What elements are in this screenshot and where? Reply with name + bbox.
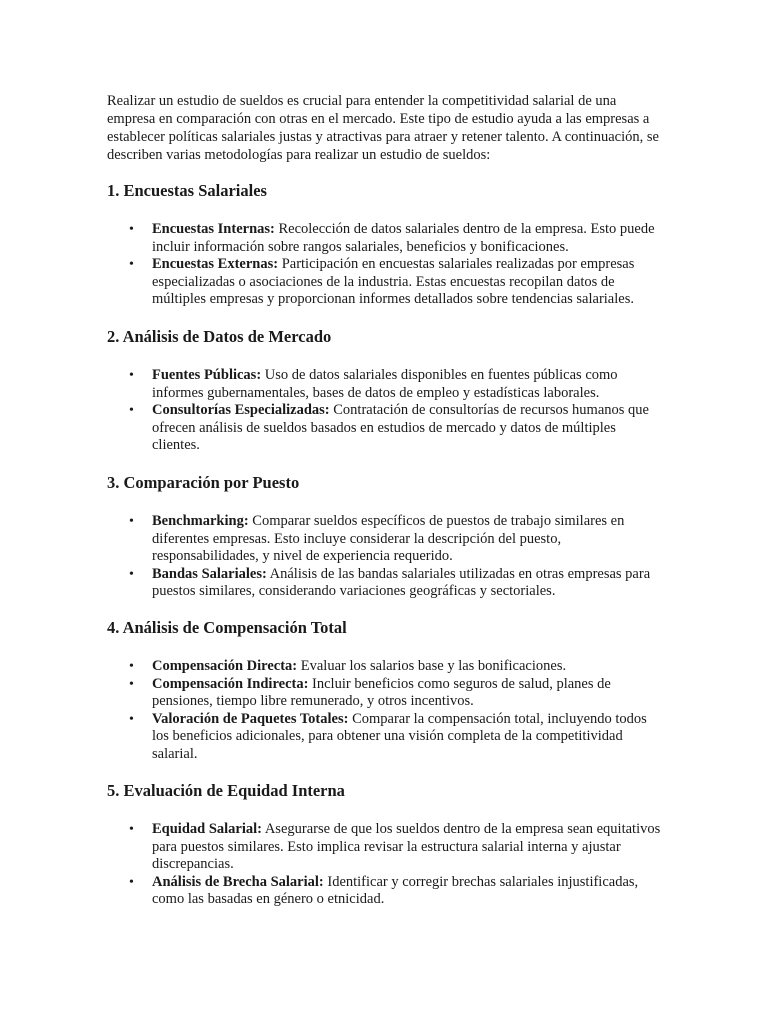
item-text: Participación en encuestas salariales realizadas por empresas especializadas o asociaciones de la industria. Estas encuestas recopilan datos de múltiples empresas y proporcionan informes detallados sobre tendencias salariales.: [152, 256, 635, 307]
bullet-list: [107, 221, 667, 309]
list-item: [107, 367, 667, 402]
item-term: Encuestas Internas:: [152, 221, 275, 237]
bullet-list: [107, 658, 667, 763]
item-term: Equidad Salarial:: [152, 821, 262, 837]
section-compensacion-total: [107, 618, 667, 763]
section-heading: 4. Análisis de Compensación Total: [107, 618, 347, 637]
item-text: Incluir beneficios como seguros de salud, planes de pensiones, tiempo libre remunerado, y otros incentivos.: [152, 675, 611, 709]
item-term: Fuentes Públicas:: [152, 367, 262, 383]
item-text: Uso de datos salariales disponibles en fuentes públicas como informes gubernamentales, bases de datos de empleo y estadísticas laborales.: [152, 367, 618, 401]
intro-paragraph: Realizar un estudio de sueldos es crucial para entender la competitividad salarial de una empresa en comparación con otras en el mercado. Este tipo de estudio ayuda a las empresas a establecer políticas salariales justas y atractivas para atraer y retener talento. A continuación, se describen varias metodologías para realizar un estudio de sueldos:: [107, 93, 659, 163]
item-term: Bandas Salariales:: [152, 565, 267, 582]
bullet-icon: •: [129, 514, 134, 529]
item-text: Identificar y corregir brechas salariales injustificadas, como las basadas en género o etnicidad.: [152, 873, 639, 907]
section-heading: 1. Encuestas Salariales: [107, 181, 267, 200]
item-text: Análisis de las bandas salariales utilizadas en otras empresas para puestos similares, considerando variaciones geográficas y sectoriales.: [152, 565, 651, 599]
item-term: Encuestas Externas:: [152, 256, 279, 272]
bullet-icon: •: [129, 676, 134, 692]
item-term: Valoración de Paquetes Totales:: [152, 710, 349, 727]
section-comparacion-puesto: [107, 473, 667, 601]
item-term: Benchmarking:: [152, 513, 249, 529]
list-item: [107, 221, 667, 256]
bullet-list: [107, 513, 667, 601]
list-item: [107, 711, 667, 764]
list-item: [107, 566, 667, 601]
bullet-icon: •: [129, 368, 134, 383]
item-term: Análisis de Brecha Salarial:: [152, 873, 324, 890]
bullet-icon: •: [129, 822, 134, 837]
bullet-icon: •: [129, 874, 134, 890]
item-text: Evaluar los salarios base y las bonificaciones.: [300, 658, 567, 674]
list-item: [107, 676, 667, 711]
bullet-icon: •: [129, 659, 134, 674]
item-text: Comparar la compensación total, incluyendo todos los beneficios adicionales, para obtener una visión completa de la competitividad salarial.: [152, 710, 647, 762]
section-equidad-interna: [107, 781, 667, 909]
item-text: Asegurarse de que los sueldos dentro de la empresa sean equitativos para puestos similares. Esto implica revisar la estructura salarial interna y ajustar discrepancias.: [152, 821, 661, 872]
item-term: Compensación Indirecta:: [152, 675, 309, 692]
bullet-icon: •: [129, 222, 134, 237]
section-encuestas-salariales: [107, 181, 667, 309]
bullet-list: [107, 821, 667, 909]
list-item: [107, 256, 667, 309]
item-text: Contratación de consultorías de recursos humanos que ofrecen análisis de sueldos basados en estudios de mercado y datos de múltiples clientes.: [152, 402, 649, 453]
section-heading: 5. Evaluación de Equidad Interna: [107, 781, 345, 800]
bullet-icon: •: [129, 566, 134, 582]
item-term: Compensación Directa:: [152, 658, 298, 674]
list-item: [107, 402, 667, 455]
list-item: [107, 821, 667, 874]
bullet-list: [107, 367, 667, 455]
section-heading: 2. Análisis de Datos de Mercado: [107, 327, 332, 346]
bullet-icon: •: [129, 257, 134, 272]
list-item: [107, 513, 667, 566]
item-term: Consultorías Especializadas:: [152, 402, 330, 418]
section-analisis-datos-mercado: [107, 327, 667, 455]
section-heading: 3. Comparación por Puesto: [107, 473, 300, 492]
list-item: [107, 874, 667, 909]
item-text: Comparar sueldos específicos de puestos de trabajo similares en diferentes empresas. Esto incluye considerar la descripción del puesto, responsabilidades, y nivel de experiencia requerido.: [152, 513, 625, 564]
list-item: [107, 658, 667, 676]
item-text: Recolección de datos salariales dentro de la empresa. Esto puede incluir información sobre rangos salariales, beneficios y bonificaciones.: [152, 221, 655, 255]
bullet-icon: •: [129, 403, 134, 418]
bullet-icon: •: [129, 711, 134, 727]
